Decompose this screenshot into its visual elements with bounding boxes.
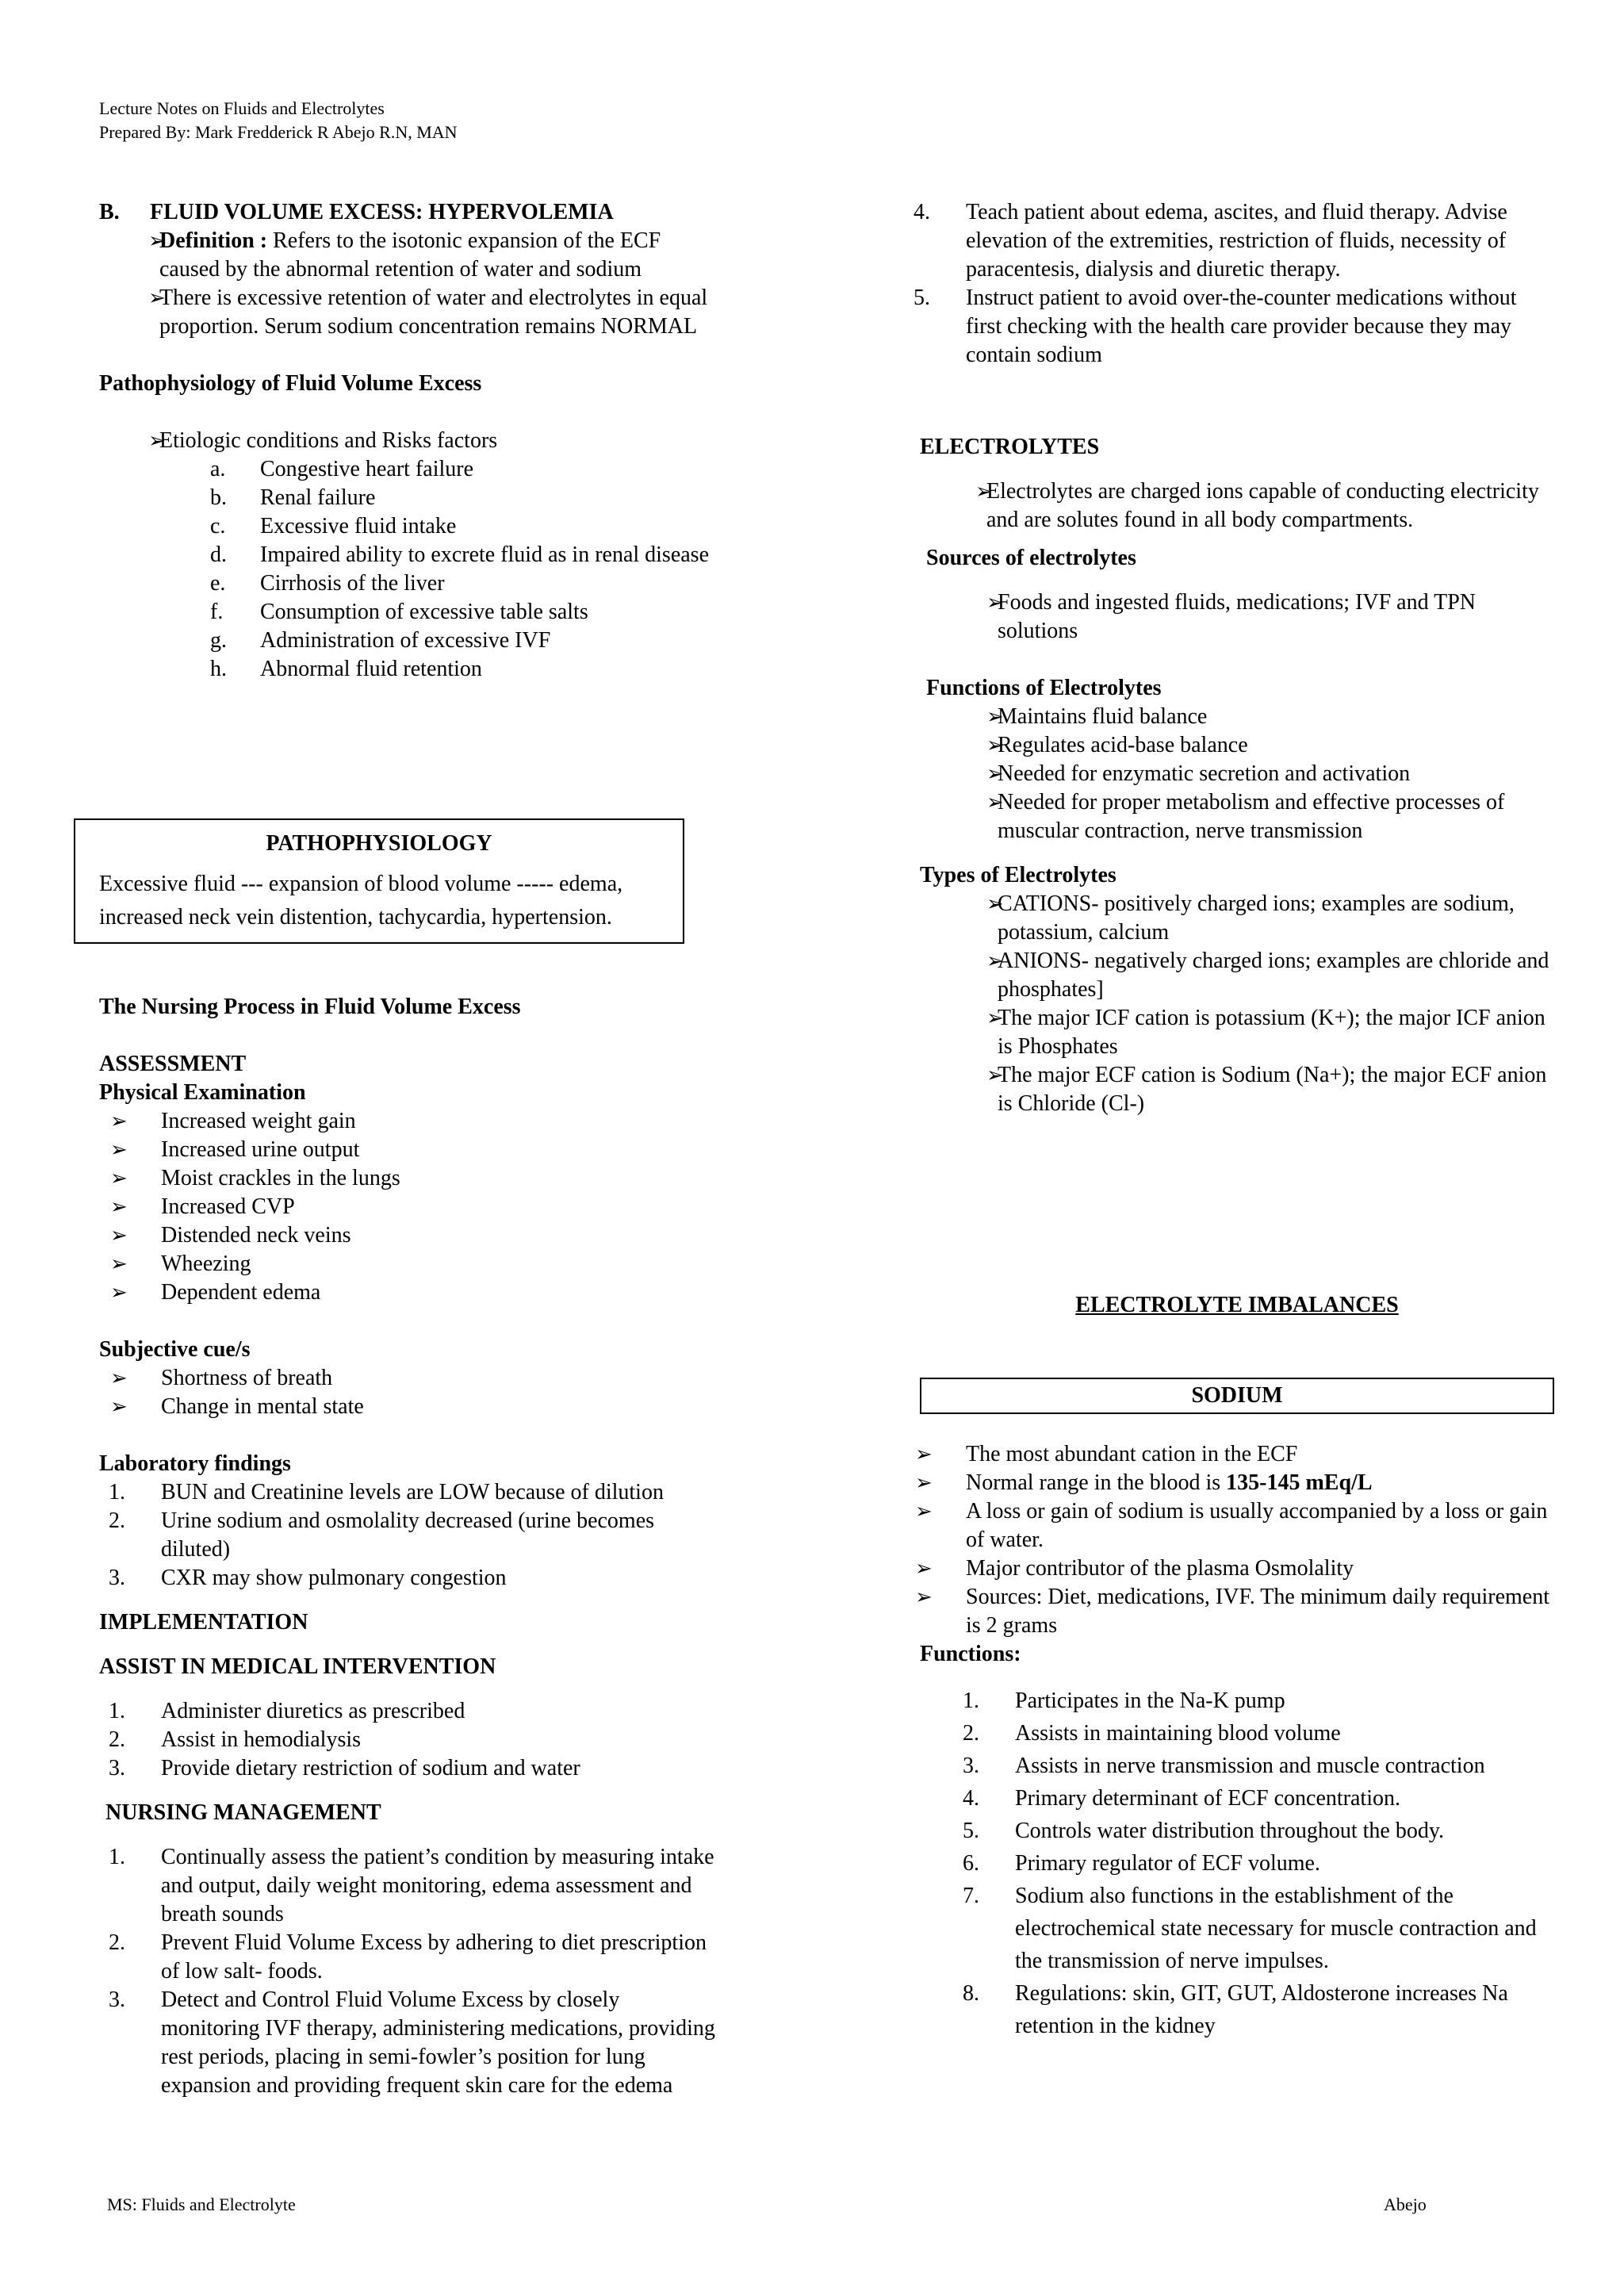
- box-text: Excessive fluid --- expansion of blood volume ----- edema, increased neck vein distention, tachycardia, hypertension.: [99, 872, 623, 930]
- assessment-heading: ASSESSMENT: [99, 1052, 247, 1076]
- item-number: 5.: [914, 286, 930, 310]
- list-item: ➢ Needed for enzymatic secretion and activation: [937, 760, 1554, 788]
- sources-list: [937, 588, 1554, 646]
- list-item: [904, 198, 1554, 284]
- item-number: d.: [210, 542, 227, 567]
- list-item: [99, 1697, 718, 1726]
- item-number: 2.: [109, 1508, 125, 1533]
- item-number: 8.: [963, 1981, 979, 2006]
- item-text: Administration of excessive IVF: [260, 628, 551, 653]
- list-item: [953, 1750, 1554, 1782]
- physical-exam-heading: Physical Examination: [99, 1080, 306, 1105]
- page-header: [99, 97, 458, 144]
- item-text: Continually assess the patient’s condition by measuring intake and output, daily weight monitoring, edema assessment and breath sounds: [161, 1845, 714, 1926]
- item-number: 7.: [963, 1884, 979, 1908]
- item-text: CXR may show pulmonary congestion: [161, 1566, 507, 1590]
- list-item: [953, 1815, 1554, 1847]
- list-item: [953, 1880, 1554, 1977]
- item-text: Primary determinant of ECF concentration.: [1015, 1786, 1400, 1811]
- item-number: 4.: [914, 200, 930, 224]
- right-column: [914, 198, 1554, 1118]
- subjective-list: [99, 1364, 718, 1421]
- item-text: BUN and Creatinine levels are LOW because of dilution: [161, 1480, 664, 1504]
- list-item: [953, 1847, 1554, 1880]
- nursing-management-list: [99, 1843, 718, 2100]
- list-item: ➢ Distended neck veins: [99, 1221, 718, 1250]
- list-item: [953, 1685, 1554, 1717]
- functions-heading: Functions of Electrolytes: [926, 676, 1162, 700]
- item-number: b.: [210, 485, 227, 510]
- list-item: [99, 598, 718, 627]
- list-item: ➢ Etiologic conditions and Risks factors: [99, 427, 718, 455]
- types-list: [937, 890, 1554, 1118]
- item-text: Impaired ability to excrete fluid as in renal disease: [260, 542, 710, 567]
- subjective-heading: Subjective cue/s: [99, 1337, 251, 1362]
- list-item: [99, 1843, 718, 1929]
- list-item: [904, 1469, 1554, 1497]
- item-text: Provide dietary restriction of sodium and water: [161, 1756, 580, 1780]
- item-text: Regulations: skin, GIT, GUT, Aldosterone increases Na retention in the kidney: [1015, 1981, 1508, 2038]
- list-item: [99, 1564, 718, 1593]
- item-text: Administer diuretics as prescribed: [161, 1699, 465, 1723]
- functions-list: [937, 703, 1554, 845]
- box-title: PATHOPHYSIOLOGY: [266, 831, 492, 856]
- item-number: 4.: [963, 1786, 979, 1811]
- nursing-heading: The Nursing Process in Fluid Volume Excess: [99, 995, 521, 1019]
- item-text: Urine sodium and osmolality decreased (urine becomes diluted): [161, 1508, 655, 1562]
- list-item: ➢ ANIONS- negatively charged ions; examples are chloride and phosphates]: [937, 947, 1554, 1004]
- list-item: ➢ The most abundant cation in the ECF: [904, 1440, 1554, 1469]
- list-item: ➢ Dependent edema: [99, 1278, 718, 1307]
- list-item: [99, 1929, 718, 1986]
- list-item: ➢ Sources: Diet, medications, IVF. The minimum daily requirement is 2 grams: [904, 1583, 1554, 1640]
- list-item: [99, 1726, 718, 1754]
- list-item: ➢ Increased weight gain: [99, 1107, 718, 1136]
- item-text: Prevent Fluid Volume Excess by adhering to diet prescription of low salt- foods.: [161, 1930, 707, 1984]
- list-item: ➢ Major contributor of the plasma Osmolality: [904, 1554, 1554, 1583]
- sodium-box: SODIUM: [920, 1378, 1554, 1414]
- list-item: ➢ Electrolytes are charged ions capable of conducting electricity and are solutes found in all body compartments.: [926, 477, 1554, 535]
- item-text: Assists in maintaining blood volume: [1015, 1721, 1341, 1746]
- sodium-range-text: Normal range in the blood is: [966, 1470, 1227, 1495]
- list-item: [904, 284, 1554, 370]
- assist-heading: ASSIST IN MEDICAL INTERVENTION: [99, 1654, 496, 1679]
- lab-list: [99, 1478, 718, 1593]
- item-number: 3.: [109, 1566, 125, 1590]
- item-text: Abnormal fluid retention: [260, 657, 482, 681]
- list-item: ➢ The major ICF cation is potassium (K+); the major ICF anion is Phosphates: [937, 1004, 1554, 1061]
- list-item: [99, 1986, 718, 2100]
- item-text: Assist in hemodialysis: [161, 1727, 362, 1752]
- list-item: [953, 1977, 1554, 2042]
- item-text: Consumption of excessive table salts: [260, 600, 588, 624]
- item-number: 3.: [109, 1987, 125, 2012]
- etiologic-items: [99, 455, 718, 684]
- definition-list: [99, 227, 718, 341]
- header-title: Lecture Notes on Fluids and Electrolytes: [99, 98, 385, 118]
- definition-label: Definition :: [159, 228, 268, 253]
- item-text: Teach patient about edema, ascites, and fluid therapy. Advise elevation of the extremities, restriction of fluids, necessity of paracentesis, dialysis and diuretic therapy.: [966, 200, 1507, 282]
- item-number: 6.: [963, 1851, 979, 1876]
- item-text: Sodium also functions in the establishment of the electrochemical state necessary for muscle contraction and the transmission of nerve impulses.: [1015, 1884, 1537, 1973]
- left-column-lower: [99, 993, 718, 2100]
- list-item: ➢ Maintains fluid balance: [937, 703, 1554, 731]
- item-number: e.: [210, 571, 226, 596]
- assist-list: [99, 1697, 718, 1783]
- list-item: [99, 1754, 718, 1783]
- list-item: [99, 627, 718, 655]
- etiologic-list: [99, 427, 718, 455]
- item-number: h.: [210, 657, 227, 681]
- sodium-range-value: 135-145 mEq/L: [1226, 1470, 1373, 1495]
- section-title-text: FLUID VOLUME EXCESS: HYPERVOLEMIA: [150, 200, 614, 224]
- item-number: 1.: [109, 1699, 125, 1723]
- list-item: [99, 1478, 718, 1507]
- item-number: 2.: [109, 1727, 125, 1752]
- item-number: 5.: [963, 1819, 979, 1843]
- left-column: [99, 198, 718, 684]
- footer-left: MS: Fluids and Electrolyte: [107, 2194, 296, 2214]
- item-text: Assists in nerve transmission and muscle contraction: [1015, 1754, 1485, 1778]
- item-number: f.: [210, 600, 224, 624]
- item-text: Primary regulator of ECF volume.: [1015, 1851, 1320, 1876]
- definition-text: Refers to the isotonic expansion of the ECF caused by the abnormal retention of water and sodium: [159, 228, 661, 282]
- electrolytes-def-list: [926, 477, 1554, 535]
- header-author: Prepared By: Mark Fredderick R Abejo R.N, MAN: [99, 122, 458, 142]
- patho-heading: Pathophysiology of Fluid Volume Excess: [99, 371, 482, 396]
- list-item: ➢ Regulates acid-base balance: [937, 731, 1554, 760]
- item-number: a.: [210, 457, 226, 481]
- implementation-heading: IMPLEMENTATION: [99, 1610, 308, 1635]
- item-text: Excessive fluid intake: [260, 514, 457, 539]
- list-item: ➢ Increased CVP: [99, 1193, 718, 1221]
- section-label: B.: [99, 200, 120, 224]
- item-number: 2.: [963, 1721, 979, 1746]
- item-number: g.: [210, 628, 227, 653]
- item-number: 3.: [109, 1756, 125, 1780]
- list-item: ➢ Change in mental state: [99, 1393, 718, 1421]
- electrolytes-heading: ELECTROLYTES: [920, 435, 1100, 459]
- item-text: Renal failure: [260, 485, 376, 510]
- item-text: Participates in the Na-K pump: [1015, 1688, 1285, 1713]
- list-item: [99, 455, 718, 484]
- physical-exam-list: [99, 1107, 718, 1307]
- pathophysiology-box: [74, 818, 684, 944]
- sodium-functions-list: [953, 1685, 1554, 2042]
- list-item: [99, 227, 718, 284]
- item-number: 1.: [109, 1480, 125, 1504]
- list-item: [99, 541, 718, 569]
- item-text: Controls water distribution throughout the body.: [1015, 1819, 1445, 1843]
- item-number: 2.: [109, 1930, 125, 1955]
- list-item: ➢ CATIONS- positively charged ions; examples are sodium, potassium, calcium: [937, 890, 1554, 947]
- item-text: Detect and Control Fluid Volume Excess by closely monitoring IVF therapy, administering medications, providing rest periods, placing in semi-fowler’s position for lung expansion and providing frequent skin care for the edema: [161, 1987, 715, 2098]
- list-item: [99, 484, 718, 512]
- lab-heading: Laboratory findings: [99, 1451, 291, 1476]
- list-item: ➢ There is excessive retention of water and electrolytes in equal proportion. Serum sodium concentration remains NORMAL: [99, 284, 718, 341]
- item-text: Instruct patient to avoid over-the-counter medications without first checking with the health care provider because they may contain sodium: [966, 286, 1517, 367]
- list-item: [953, 1782, 1554, 1815]
- types-heading: Types of Electrolytes: [920, 863, 1116, 887]
- item-text: Congestive heart failure: [260, 457, 474, 481]
- list-item: ➢ Moist crackles in the lungs: [99, 1164, 718, 1193]
- list-item: ➢ Needed for proper metabolism and effective processes of muscular contraction, nerve transmission: [937, 788, 1554, 845]
- list-item: ➢ A loss or gain of sodium is usually accompanied by a loss or gain of water.: [904, 1497, 1554, 1554]
- teaching-list: [904, 198, 1554, 370]
- list-item: [99, 655, 718, 684]
- electrolyte-imbalances-heading: ELECTROLYTE IMBALANCES: [1075, 1293, 1399, 1317]
- item-number: 1.: [963, 1688, 979, 1713]
- list-item: [99, 1507, 718, 1564]
- nursing-management-heading: NURSING MANAGEMENT: [105, 1800, 381, 1825]
- list-item: ➢ Wheezing: [99, 1250, 718, 1278]
- list-item: ➢ Increased urine output: [99, 1136, 718, 1164]
- list-item: [953, 1717, 1554, 1750]
- item-number: c.: [210, 514, 226, 539]
- sodium-list: [904, 1440, 1554, 1640]
- footer-right: Abejo: [1384, 2194, 1427, 2214]
- item-number: 3.: [963, 1754, 979, 1778]
- list-item: [99, 512, 718, 541]
- sources-heading: Sources of electrolytes: [926, 546, 1136, 570]
- list-item: ➢ The major ECF cation is Sodium (Na+); the major ECF anion is Chloride (Cl-): [937, 1061, 1554, 1118]
- item-text: Cirrhosis of the liver: [260, 571, 445, 596]
- sodium-section: [920, 1440, 1554, 2042]
- list-item: ➢ Shortness of breath: [99, 1364, 718, 1393]
- list-item: [99, 569, 718, 598]
- item-number: 1.: [109, 1845, 125, 1869]
- sodium-functions-heading: Functions:: [920, 1642, 1021, 1666]
- section-title: [99, 198, 718, 227]
- list-item: ➢ Foods and ingested fluids, medications; IVF and TPN solutions: [937, 588, 1554, 646]
